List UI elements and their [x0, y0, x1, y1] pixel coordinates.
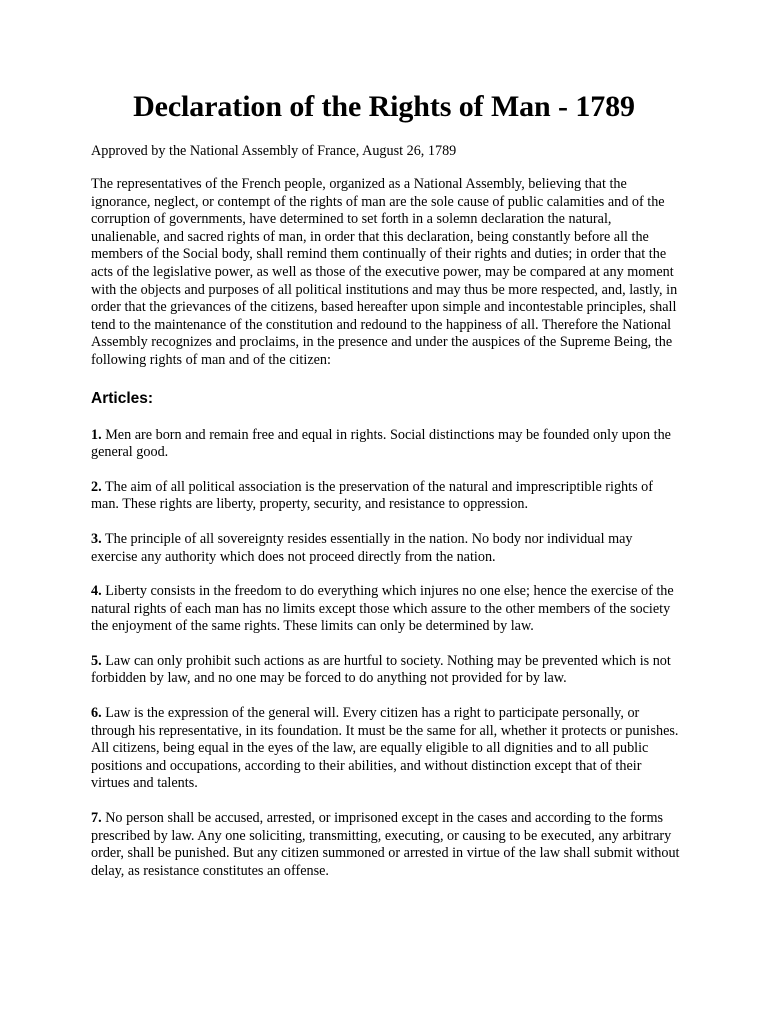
document-subtitle: Approved by the National Assembly of France, August 26, 1789 [91, 143, 457, 159]
article-item [91, 653, 681, 688]
article-number: 1. [91, 426, 102, 443]
article-number: 5. [91, 652, 102, 669]
article-item [91, 583, 681, 636]
document-title: Declaration of the Rights of Man - 1789 [133, 90, 635, 123]
preamble-paragraph: The representatives of the French people, organized as a National Assembly, believing that the ignorance, neglect, or contempt of the rights of man are the sole cause of public calamities and of the corruption of governments, have determined to set forth in a solemn declaration the natural, unalienable, and sacred rights of man, in order that this declaration, being constantly before all the members of the Social body, shall remind them continually of their rights and duties; in order that the acts of the legislative power, as well as those of the executive power, may be compared at any moment with the objects and purposes of all political institutions and may thus be more respected, and, lastly, in order that the grievances of the citizens, based hereafter upon simple and incontestable principles, shall tend to the maintenance of the constitution and redound to the happiness of all. Therefore the National Assembly recognizes and proclaims, in the presence and under the auspices of the Supreme Being, the following rights of man and of the citizen: [91, 176, 678, 368]
articles-heading: Articles: [91, 389, 154, 407]
article-text: Law is the expression of the general will. Every citizen has a right to participate personally, or through his representative, in its foundation. It must be the same for all, whether it protects or punishes. All citizens, being equal in the eyes of the law, are equally eligible to all dignities and to all public positions and occupations, according to their abilities, and without distinction except that of their virtues and talents. [91, 705, 679, 792]
article-number: 3. [91, 530, 102, 547]
article-number: 4. [91, 583, 102, 600]
article-text: Liberty consists in the freedom to do everything which injures no one else; hence the exercise of the natural rights of each man has no limits except those which assure to the other members of the society the enjoyment of the same rights. These limits can only be determined by law. [91, 583, 674, 635]
article-number: 2. [91, 478, 102, 495]
article-item [91, 810, 681, 880]
article-text: No person shall be accused, arrested, or imprisoned except in the cases and according to the forms prescribed by law. Any one soliciting, transmitting, executing, or causing to be executed, any arbitrary order, shall be punished. But any citizen summoned or arrested in virtue of the law shall submit without delay, as resistance constitutes an offense. [91, 810, 680, 879]
article-item [91, 427, 681, 462]
article-text: Law can only prohibit such actions as are hurtful to society. Nothing may be prevented which is not forbidden by law, and no one may be forced to do anything not provided for by law. [91, 652, 671, 687]
articles-list [91, 427, 681, 881]
article-item [91, 531, 681, 566]
article-item [91, 705, 681, 793]
article-number: 7. [91, 810, 102, 827]
article-text: The principle of all sovereignty resides essentially in the nation. No body nor individual may exercise any authority which does not proceed directly from the nation. [91, 530, 633, 565]
article-number: 6. [91, 705, 102, 722]
article-item [91, 479, 681, 514]
article-text: The aim of all political association is the preservation of the natural and imprescriptible rights of man. These rights are liberty, property, security, and resistance to oppression. [91, 478, 653, 513]
article-text: Men are born and remain free and equal in rights. Social distinctions may be founded only upon the general good. [91, 426, 671, 461]
